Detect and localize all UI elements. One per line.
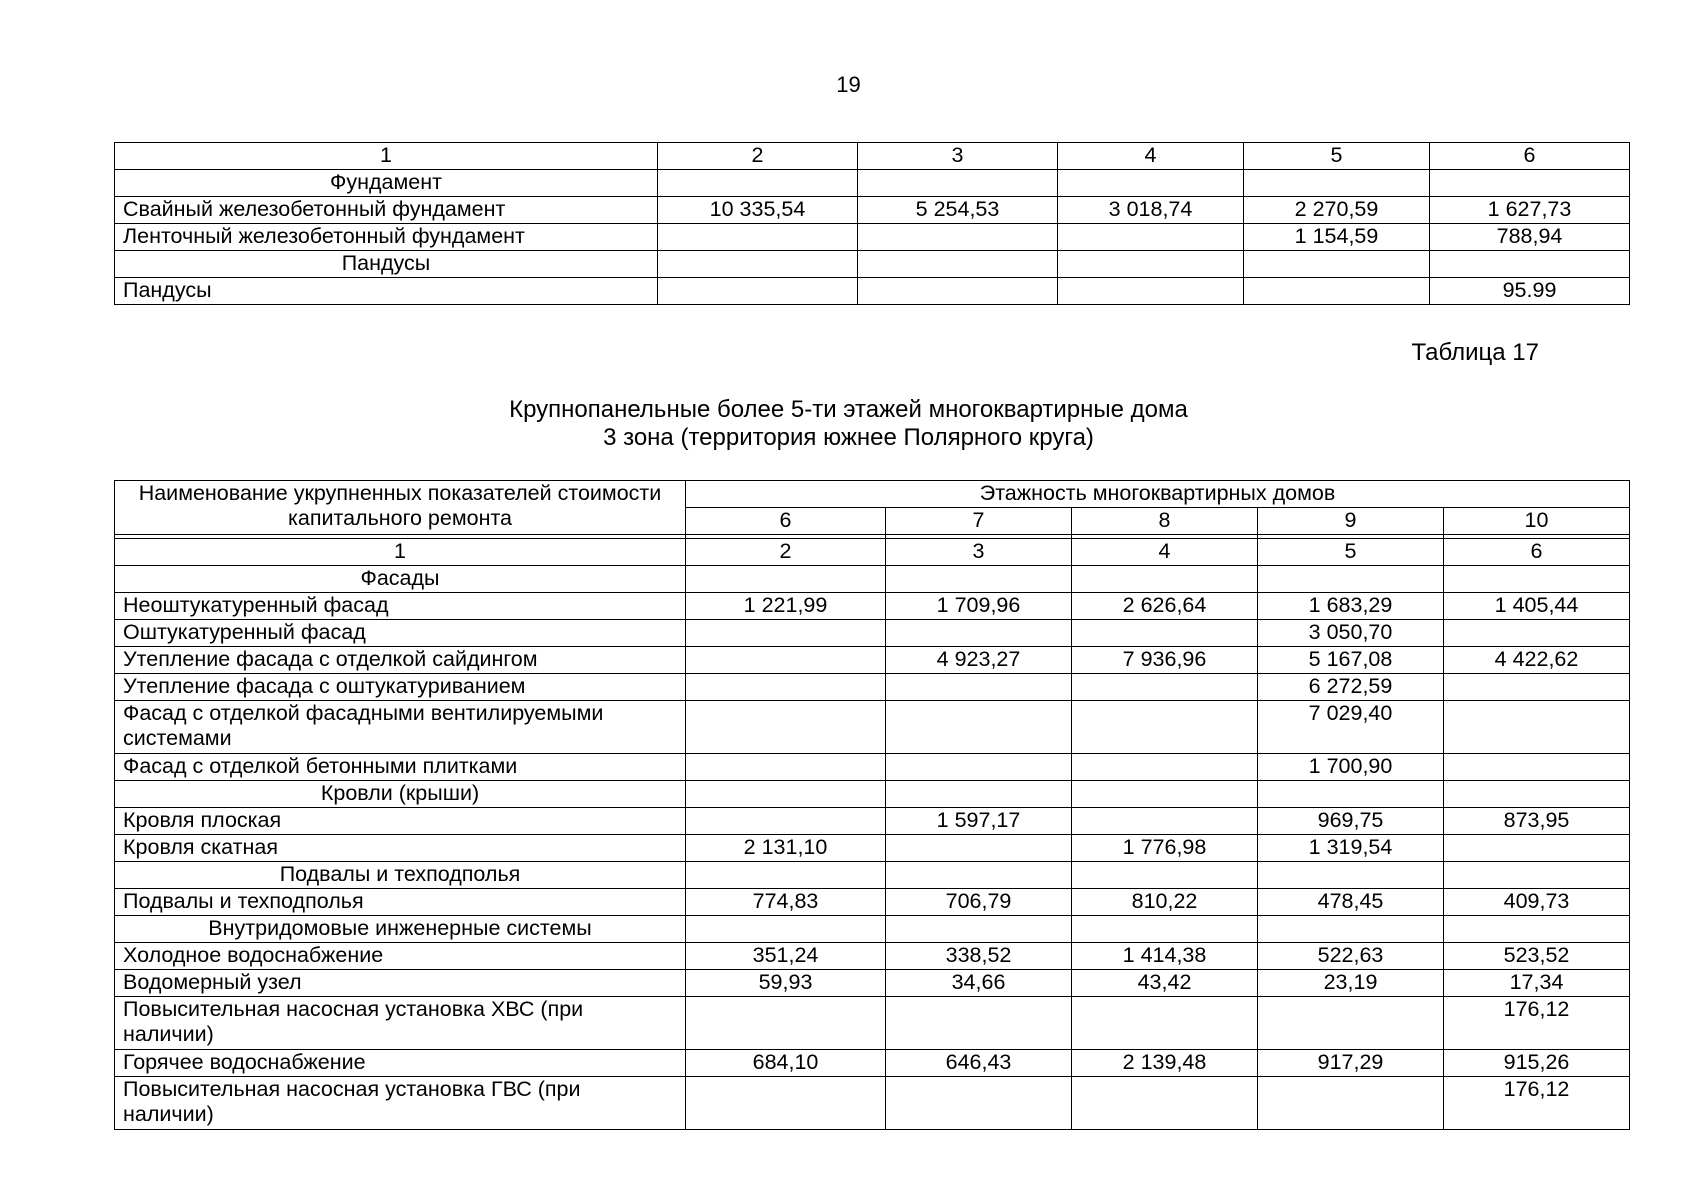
cost-value — [1444, 566, 1630, 593]
indicator-name: Холодное водоснабжение — [115, 943, 686, 970]
cost-value — [1444, 862, 1630, 889]
cost-value: 23,19 — [1258, 970, 1444, 997]
cost-value: 774,83 — [686, 889, 886, 916]
indicator-name: Фасад с отделкой фасадными вентилируемыми системами — [115, 701, 686, 754]
section-row — [115, 251, 1630, 278]
table-row — [115, 1077, 1630, 1130]
table-2-body — [115, 539, 1630, 1130]
indicator-name: Фасад с отделкой бетонными плитками — [115, 754, 686, 781]
cost-value — [1444, 701, 1630, 754]
cost-value — [686, 862, 886, 889]
cost-value: 969,75 — [1258, 808, 1444, 835]
cost-value — [858, 224, 1058, 251]
cost-value — [1072, 566, 1258, 593]
cost-value: 478,45 — [1258, 889, 1444, 916]
indicator-name: Горячее водоснабжение — [115, 1050, 686, 1077]
indicator-name: Водомерный узел — [115, 970, 686, 997]
section-row — [115, 566, 1630, 593]
table-caption-zone: 3 зона (территория южнее Полярного круга) — [603, 424, 1094, 451]
cost-value — [1072, 862, 1258, 889]
cost-value — [686, 674, 886, 701]
cost-value — [1072, 674, 1258, 701]
cost-value: 2 131,10 — [686, 835, 886, 862]
cost-value — [858, 170, 1058, 197]
table-row — [115, 674, 1630, 701]
cost-value: 1 627,73 — [1430, 197, 1630, 224]
cost-value — [1072, 701, 1258, 754]
header-floor: 10 — [1444, 508, 1630, 535]
cost-value: 409,73 — [1444, 889, 1630, 916]
table-row — [115, 620, 1630, 647]
cost-value — [1430, 251, 1630, 278]
cost-value — [686, 781, 886, 808]
table-row — [115, 224, 1630, 251]
header-floor: 9 — [1258, 508, 1444, 535]
cost-value — [686, 620, 886, 647]
indicator-name: Неоштукатуренный фасад — [115, 593, 686, 620]
cost-value: 1 683,29 — [1258, 593, 1444, 620]
section-row — [115, 781, 1630, 808]
cost-value: 10 335,54 — [658, 197, 858, 224]
cost-value: 915,26 — [1444, 1050, 1630, 1077]
cost-value — [1444, 754, 1630, 781]
cost-value: 873,95 — [1444, 808, 1630, 835]
cost-value — [1072, 997, 1258, 1050]
table-1-body — [115, 143, 1630, 305]
cost-value — [686, 808, 886, 835]
cost-value — [1244, 278, 1430, 305]
cost-value — [686, 916, 886, 943]
cost-value: 1 154,59 — [1244, 224, 1430, 251]
cost-value — [1058, 278, 1244, 305]
header-floor: 8 — [1072, 508, 1258, 535]
cost-value — [1430, 170, 1630, 197]
indicator-name: Ленточный железобетонный фундамент — [115, 224, 658, 251]
indicator-name: Кровля скатная — [115, 835, 686, 862]
cost-value: 1 700,90 — [1258, 754, 1444, 781]
cost-value — [858, 278, 1058, 305]
header-floor: 7 — [886, 508, 1072, 535]
cost-value — [686, 701, 886, 754]
cost-value: 2 270,59 — [1244, 197, 1430, 224]
column-number-row — [115, 143, 1630, 170]
cost-value: 4 422,62 — [1444, 647, 1630, 674]
indicator-name: Повысительная насосная установка ГВС (при наличии) — [115, 1077, 686, 1130]
column-number: 4 — [1058, 143, 1244, 170]
cost-value: 176,12 — [1444, 1077, 1630, 1130]
table-1 — [114, 142, 1630, 305]
table-row — [115, 997, 1630, 1050]
cost-value — [1072, 754, 1258, 781]
header-row-1 — [115, 481, 1630, 508]
cost-value — [1244, 170, 1430, 197]
column-number: 3 — [886, 539, 1072, 566]
column-number: 1 — [115, 143, 658, 170]
table-row — [115, 701, 1630, 754]
cost-value — [1058, 251, 1244, 278]
cost-value: 6 272,59 — [1258, 674, 1444, 701]
section-title: Кровли (крыши) — [115, 781, 686, 808]
cost-value — [658, 251, 858, 278]
cost-value: 5 254,53 — [858, 197, 1058, 224]
table-row — [115, 943, 1630, 970]
cost-value: 1 597,17 — [886, 808, 1072, 835]
cost-value — [886, 701, 1072, 754]
cost-value: 3 018,74 — [1058, 197, 1244, 224]
section-title: Пандусы — [115, 251, 658, 278]
cost-value — [686, 566, 886, 593]
cost-value: 351,24 — [686, 943, 886, 970]
cost-value: 59,93 — [686, 970, 886, 997]
cost-value: 43,42 — [1072, 970, 1258, 997]
table-row — [115, 197, 1630, 224]
section-row — [115, 862, 1630, 889]
cost-value — [886, 997, 1072, 1050]
column-number: 6 — [1430, 143, 1630, 170]
cost-value — [886, 566, 1072, 593]
cost-value — [1444, 781, 1630, 808]
section-title: Фундамент — [115, 170, 658, 197]
cost-value — [1244, 251, 1430, 278]
cost-value: 917,29 — [1258, 1050, 1444, 1077]
column-number-row — [115, 539, 1630, 566]
cost-value: 2 139,48 — [1072, 1050, 1258, 1077]
section-title: Внутридомовые инженерные системы — [115, 916, 686, 943]
section-title: Подвалы и техподполья — [115, 862, 686, 889]
section-row — [115, 916, 1630, 943]
cost-value: 1 414,38 — [1072, 943, 1258, 970]
cost-value: 4 923,27 — [886, 647, 1072, 674]
table-row — [115, 889, 1630, 916]
cost-value — [886, 620, 1072, 647]
section-row — [115, 170, 1630, 197]
cost-value: 523,52 — [1444, 943, 1630, 970]
page-number: 19 — [836, 72, 861, 97]
column-number: 4 — [1072, 539, 1258, 566]
cost-value: 17,34 — [1444, 970, 1630, 997]
cost-value — [886, 835, 1072, 862]
cost-value — [686, 647, 886, 674]
cost-value — [1072, 808, 1258, 835]
cost-value — [1072, 1077, 1258, 1130]
indicator-name: Утепление фасада с оштукатуриванием — [115, 674, 686, 701]
table-row — [115, 1050, 1630, 1077]
cost-value — [886, 781, 1072, 808]
cost-value: 646,43 — [886, 1050, 1072, 1077]
indicator-name: Пандусы — [115, 278, 658, 305]
cost-value — [1258, 781, 1444, 808]
cost-value: 1 776,98 — [1072, 835, 1258, 862]
indicator-name: Утепление фасада с отделкой сайдингом — [115, 647, 686, 674]
cost-value: 1 319,54 — [1258, 835, 1444, 862]
table-row — [115, 754, 1630, 781]
cost-value — [1072, 916, 1258, 943]
cost-value — [658, 224, 858, 251]
indicator-name: Свайный железобетонный фундамент — [115, 197, 658, 224]
cost-value — [1444, 620, 1630, 647]
cost-value — [1258, 916, 1444, 943]
indicator-name: Кровля плоская — [115, 808, 686, 835]
column-number: 1 — [115, 539, 686, 566]
table-row — [115, 835, 1630, 862]
cost-value — [1072, 781, 1258, 808]
cost-value — [886, 674, 1072, 701]
column-number: 2 — [686, 539, 886, 566]
cost-value — [1072, 620, 1258, 647]
cost-value — [1444, 835, 1630, 862]
cost-value — [686, 754, 886, 781]
indicator-name: Повысительная насосная установка ХВС (при наличии) — [115, 997, 686, 1050]
cost-value: 5 167,08 — [1258, 647, 1444, 674]
header-indicator-name: Наименование укрупненных показателей стоимости капитального ремонта — [115, 481, 686, 535]
column-number: 2 — [658, 143, 858, 170]
column-number: 5 — [1244, 143, 1430, 170]
cost-value — [886, 862, 1072, 889]
indicator-name: Оштукатуренный фасад — [115, 620, 686, 647]
header-floor: 6 — [686, 508, 886, 535]
cost-value: 684,10 — [686, 1050, 886, 1077]
cost-value — [886, 1077, 1072, 1130]
header-floors-group: Этажность многоквартирных домов — [686, 481, 1630, 508]
cost-value: 34,66 — [886, 970, 1072, 997]
cost-value: 522,63 — [1258, 943, 1444, 970]
cost-value: 338,52 — [886, 943, 1072, 970]
cost-value: 2 626,64 — [1072, 593, 1258, 620]
column-number: 3 — [858, 143, 1058, 170]
cost-value: 810,22 — [1072, 889, 1258, 916]
cost-value — [686, 997, 886, 1050]
cost-value: 1 405,44 — [1444, 593, 1630, 620]
table-row — [115, 647, 1630, 674]
cost-value: 176,12 — [1444, 997, 1630, 1050]
cost-value: 3 050,70 — [1258, 620, 1444, 647]
cost-value — [1258, 862, 1444, 889]
cost-value — [686, 1077, 886, 1130]
table-row — [115, 278, 1630, 305]
indicator-name: Подвалы и техподполья — [115, 889, 686, 916]
cost-value: 706,79 — [886, 889, 1072, 916]
cost-value — [1258, 997, 1444, 1050]
cost-value — [858, 251, 1058, 278]
cost-value: 1 709,96 — [886, 593, 1072, 620]
table-caption-title: Крупнопанельные более 5-ти этажей многоквартирные дома — [509, 396, 1188, 423]
table-row — [115, 970, 1630, 997]
cost-value — [886, 916, 1072, 943]
cost-value: 7 936,96 — [1072, 647, 1258, 674]
table-row — [115, 593, 1630, 620]
cost-value — [1258, 1077, 1444, 1130]
table-row — [115, 808, 1630, 835]
cost-value — [1058, 224, 1244, 251]
cost-value — [1444, 674, 1630, 701]
cost-value: 7 029,40 — [1258, 701, 1444, 754]
column-number: 5 — [1258, 539, 1444, 566]
cost-value — [658, 278, 858, 305]
column-number: 6 — [1444, 539, 1630, 566]
cost-value — [1258, 566, 1444, 593]
cost-value: 95.99 — [1430, 278, 1630, 305]
cost-value: 788,94 — [1430, 224, 1630, 251]
cost-value — [1058, 170, 1244, 197]
table-number: Таблица 17 — [1411, 339, 1539, 366]
table-2 — [114, 480, 1630, 1130]
cost-value — [658, 170, 858, 197]
section-title: Фасады — [115, 566, 686, 593]
table-2-header — [115, 481, 1630, 539]
cost-value — [1444, 916, 1630, 943]
cost-value: 1 221,99 — [686, 593, 886, 620]
cost-value — [886, 754, 1072, 781]
